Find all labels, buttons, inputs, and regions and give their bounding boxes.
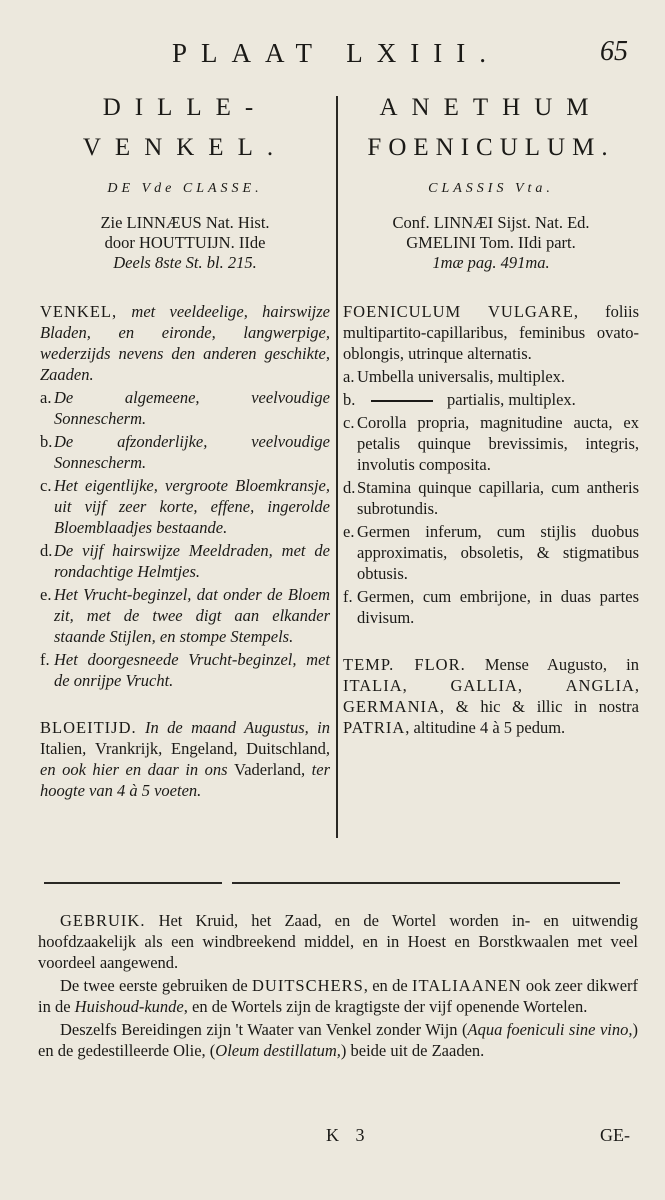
gebruik-paragraph-2	[38, 975, 638, 1017]
item-label: b.	[40, 432, 53, 451]
dutch-ref-line1: Zie LINNÆUS Nat. Hist.	[100, 213, 270, 232]
item-label: b.	[343, 390, 356, 409]
item-text: Het doorgesneede Vrucht-beginzel, met de onrijpe Vrucht.	[54, 650, 330, 690]
dutch-bloeitijd	[40, 717, 330, 801]
bloei-duitschland: Duitschland	[246, 739, 326, 758]
dutch-desc-head: VENKEL,	[40, 302, 118, 321]
item-label: a.	[40, 388, 52, 407]
temp-patria: PATRIA	[343, 718, 406, 737]
latin-reference	[343, 213, 639, 273]
gebruik-huishoud: Huishoud-kunde	[74, 997, 184, 1016]
temp-text: ,	[634, 676, 640, 695]
gebruik-text: ) en de gedestilleerde Olie, (	[38, 1020, 638, 1060]
bloei-text: ,	[82, 739, 95, 758]
bloei-vrankrijk: Vrankrijk	[95, 739, 159, 758]
item-text-wrap	[357, 389, 639, 410]
bloei-text: , en ook hier en daar in ons	[40, 739, 331, 779]
item-text: Germen, cum embrijone, in duas partes divisum.	[357, 587, 639, 627]
dutch-title-line2: VENKEL.	[82, 134, 288, 161]
latin-ref-line1: Conf. LINNÆI Sijst. Nat. Ed.	[392, 213, 590, 232]
latin-item-b	[343, 389, 639, 410]
ditto-rule	[371, 400, 433, 402]
latin-desc-body: foliis multipartito-capillaribus, feminibus ovato-oblongis, utrinque alternatis.	[343, 302, 639, 363]
item-label: d.	[40, 541, 53, 560]
temp-text: , & hic & illic in nostra	[439, 697, 639, 716]
dutch-item-e	[40, 584, 330, 647]
temp-anglia: ANGLIA	[565, 676, 635, 695]
dutch-ref-line3: Deels 8ste St. bl. 215.	[113, 253, 257, 272]
gebruik-oleum: Oleum destillatum,	[215, 1041, 341, 1060]
temp-head: TEMP. FLOR.	[343, 655, 466, 674]
gebruik-text: ook zeer dikwerf in de	[38, 976, 639, 1016]
latin-classis: CLASSIS Vta.	[428, 181, 554, 196]
gebruik-text: De twee eerste gebruiken de	[60, 976, 253, 995]
gebruik-section	[38, 910, 638, 1061]
latin-description	[343, 301, 639, 364]
gebruik-text: Het Kruid, het Zaad, en de Wortel worden in- en uitwendig hoofdzaakelijk als een windbreekend middel, en in Hoest en Borstkwaalen met veel voordeel aangewend.	[38, 911, 638, 972]
latin-temp-flor	[343, 654, 639, 738]
bloei-head: BLOEITIJD.	[40, 718, 137, 737]
item-text: Corolla propria, magnitudine aucta, ex petalis quinque brevissimis, integris, involutis composita.	[357, 413, 639, 474]
item-label: f.	[343, 587, 353, 606]
item-text: Het eigentlijke, vergroote Bloemkransje, uit vijf zeer korte, effene, ingerolde Bloemblaadjes bestaande.	[54, 476, 330, 537]
dutch-item-b	[40, 431, 330, 473]
latin-title-line1: ANETHUM	[379, 94, 603, 121]
latin-column	[343, 88, 639, 738]
gebruik-aqua: Aqua foeniculi sine vino,	[467, 1020, 633, 1039]
gebruik-text: Deszelfs Bereidingen zijn 't Waater van Venkel zonder Wijn (	[60, 1020, 468, 1039]
dutch-item-c	[40, 475, 330, 538]
catchword: GE-	[600, 1125, 630, 1145]
latin-desc-head: FOENICULUM VULGARE,	[343, 302, 579, 321]
item-text: Het Vrucht-beginzel, dat onder de Bloem zit, met de twee digt aan elkander staande Stijlen, en stompe Stempels.	[54, 585, 330, 646]
latin-item-f	[343, 586, 639, 628]
item-label: c.	[40, 476, 52, 495]
gebruik-paragraph-3	[38, 1019, 638, 1061]
latin-ref-line2: GMELINI Tom. IIdi part.	[406, 233, 576, 252]
gebruik-italiaanen: ITALIAANEN	[412, 976, 522, 995]
item-label: f.	[40, 650, 50, 669]
section-rule-left	[44, 882, 222, 884]
item-text: De vijf hairswijze Meeldraden, met de rondachtige Helmtjes.	[54, 541, 330, 581]
dutch-reference	[40, 213, 330, 273]
item-text: Umbella universalis, multiplex.	[357, 367, 566, 386]
dutch-title-line1: DILLE-	[102, 94, 268, 121]
temp-gallia: GALLIA	[450, 676, 518, 695]
bloei-engeland: Engeland	[171, 739, 234, 758]
signature-mark: K 3	[326, 1125, 371, 1145]
latin-ref-line3: 1mæ pag. 491ma.	[432, 253, 550, 272]
bloei-italien: Italien	[40, 739, 83, 758]
dutch-item-a	[40, 387, 330, 429]
bloei-text: ,	[233, 739, 247, 758]
temp-text: Mense Augusto, in	[465, 655, 639, 674]
page-number: 65	[600, 36, 628, 67]
item-text: Stamina quinque capillaria, cum antheris subrotundis.	[357, 478, 639, 518]
gebruik-text: , en de	[363, 976, 413, 995]
dutch-description	[40, 301, 330, 385]
latin-item-a	[343, 366, 639, 387]
section-rule-right	[232, 882, 620, 884]
item-label: e.	[40, 585, 52, 604]
gebruik-text: , en de Wortels zijn de kragtigste der vijf openende Wortelen.	[183, 997, 588, 1016]
bloei-text: In de maand Augustus, in	[136, 718, 330, 737]
latin-item-e	[343, 521, 639, 584]
item-text: partialis, multiplex.	[447, 390, 576, 409]
bloei-text: ,	[158, 739, 171, 758]
bloei-text: , ter hoogte van 4 à 5 voeten.	[40, 760, 330, 800]
gebruik-duitschers: DUITSCHERS	[252, 976, 364, 995]
temp-italia: ITALIA	[343, 676, 403, 695]
dutch-ref-line2: door HOUTTUIJN. IIde	[104, 233, 266, 252]
gebruik-text: ) beide uit de Zaaden.	[340, 1041, 485, 1060]
temp-germania: GERMANIA	[343, 697, 440, 716]
dutch-desc-body: met veeldeelige, hairswijze Bladen, en eironde, langwerpige, wederzijds nevens den anderen geschikte, Zaaden.	[40, 302, 330, 384]
temp-text: , altitudine 4 à 5 pedum.	[405, 718, 566, 737]
item-text: De afzonderlijke, veelvoudige Sonnescherm.	[54, 432, 330, 472]
bloei-vaderland: Vaderland	[234, 760, 302, 779]
column-divider	[336, 96, 338, 838]
plate-title: PLAAT LXIII.	[172, 38, 500, 68]
item-text: De algemeene, veelvoudige Sonnescherm.	[54, 388, 330, 428]
temp-text: ,	[402, 676, 451, 695]
item-label: a.	[343, 367, 355, 386]
dutch-column	[40, 88, 330, 801]
item-label: c.	[343, 413, 355, 432]
gebruik-paragraph-1	[38, 910, 638, 973]
dutch-item-f	[40, 649, 330, 691]
gebruik-head: GEBRUIK.	[60, 911, 146, 930]
latin-item-c	[343, 412, 639, 475]
temp-text: ,	[517, 676, 566, 695]
item-label: e.	[343, 522, 355, 541]
latin-title-line2: FOENICULUM.	[367, 134, 615, 161]
latin-item-d	[343, 477, 639, 519]
dutch-item-d	[40, 540, 330, 582]
dutch-classe: DE Vde CLASSE.	[107, 181, 263, 196]
item-label: d.	[343, 478, 356, 497]
item-text: Germen inferum, cum stijlis duobus approximatis, obsoletis, & stigmatibus obtusis.	[357, 522, 639, 583]
